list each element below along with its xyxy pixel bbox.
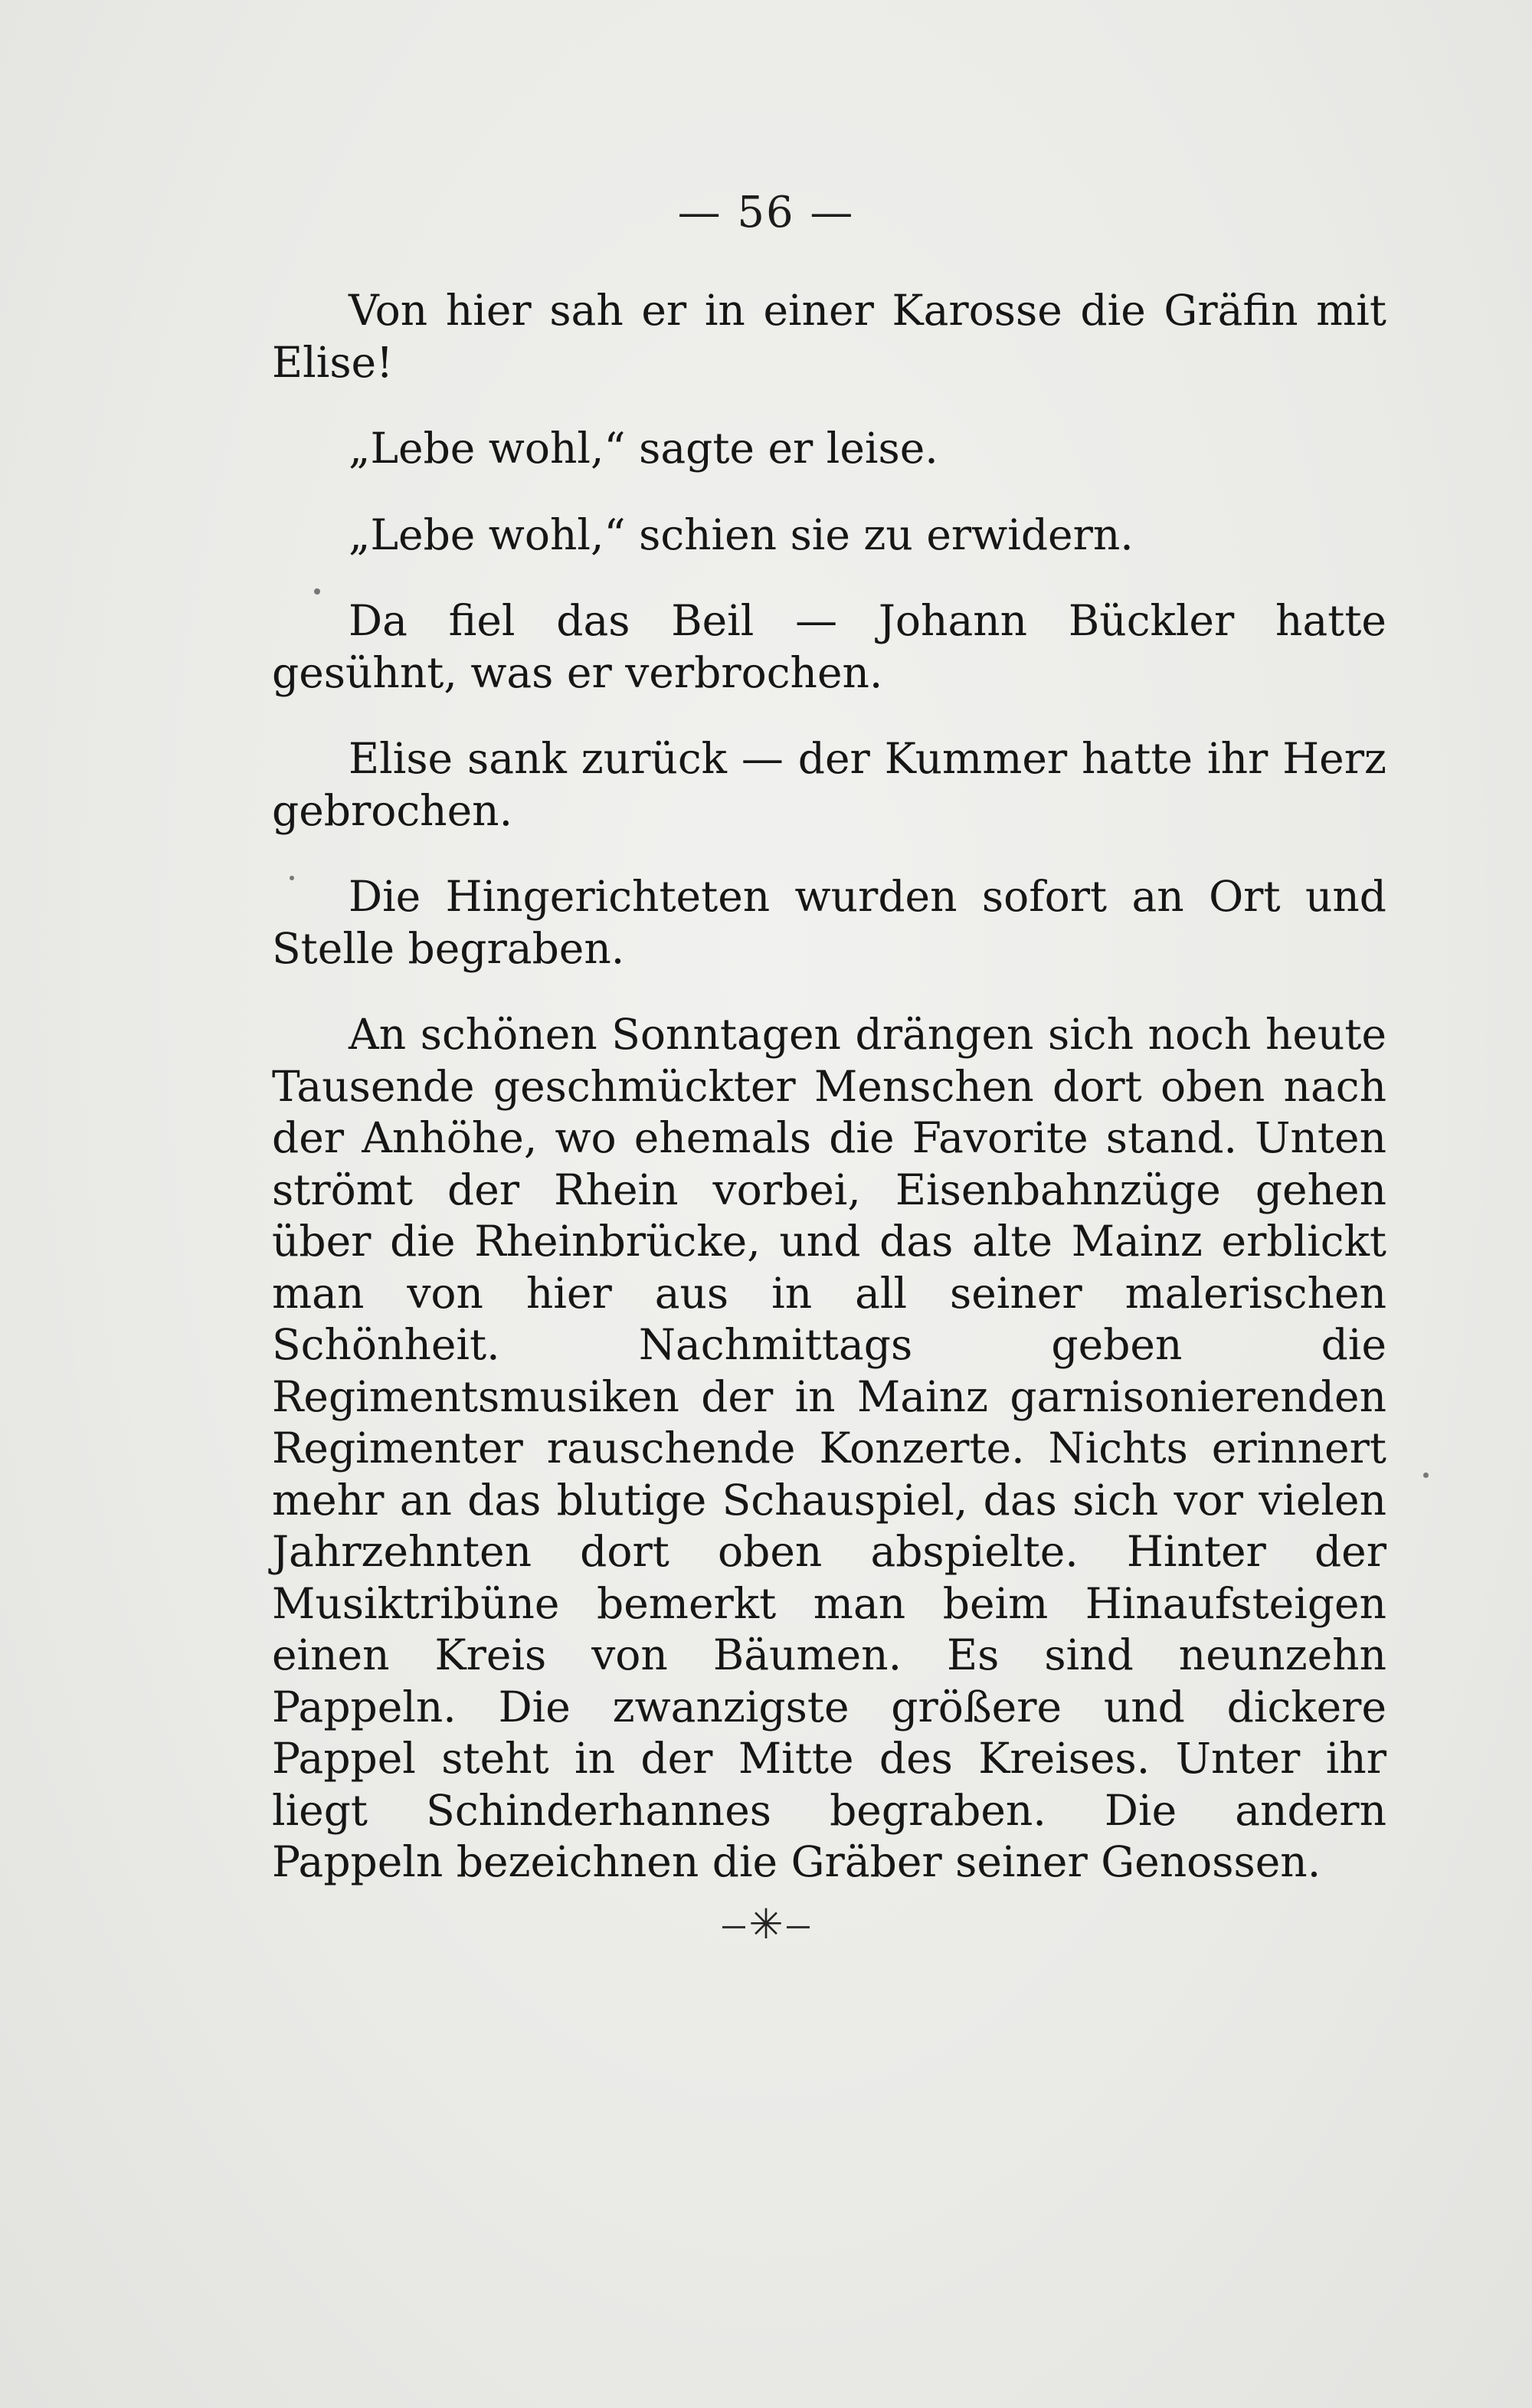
paragraph: Da fiel das Beil — Johann Bückler hatte gesühnt, was er verbrochen. (272, 596, 1386, 697)
star-ornament-icon: ✳ (748, 1900, 784, 1948)
paragraph: Elise sank zurück — der Kummer hatte ihr Herz gebrochen. (272, 734, 1386, 835)
body-text (272, 285, 1386, 1889)
paragraph: „Lebe wohl,“ schien sie zu erwidern. (349, 509, 1134, 559)
print-speck (314, 588, 320, 595)
paragraph: Von hier sah er in einer Karosse die Gräfin mit Elise! (272, 286, 1386, 387)
page-number: — 56 — (677, 188, 855, 238)
paragraph: Die Hingerichteten wurden sofort an Ort und Stelle begraben. (272, 872, 1386, 973)
ornament-dash-right (787, 1926, 810, 1928)
end-ornament (0, 1900, 1532, 1948)
print-speck (1423, 1473, 1429, 1478)
print-speck (290, 876, 294, 880)
ornament-dash-left (722, 1926, 745, 1928)
paragraph: „Lebe wohl,“ sagte er leise. (349, 424, 938, 473)
paragraph: An schönen Sonntagen drängen sich noch heute Tausende geschmückter Menschen dort oben nach der Anhöhe, wo ehemals die Favorite stand. Unten strömt der Rhein vorbei, Eisenbahnzüge gehen über die Rheinbrücke, und das alte Mainz erblickt man von hier aus in all seiner malerischen Schönheit. Nachmittags geben die Regimentsmusiken der in Mainz garnisonierenden Regimenter rauschende Konzerte. Nichts erinnert mehr an das blutige Schauspiel, das sich vor vielen Jahrzehnten dort oben abspielte. Hinter der Musiktribüne bemerkt man beim Hinaufsteigen einen Kreis von Bäumen. Es sind neunzehn Pappeln. Die zwanzigste größere und dickere Pappel steht in der Mitte des Kreises. Unter ihr liegt Schinderhannes begraben. Die andern Pappeln bezeichnen die Gräber seiner Genossen. (272, 1010, 1386, 1886)
